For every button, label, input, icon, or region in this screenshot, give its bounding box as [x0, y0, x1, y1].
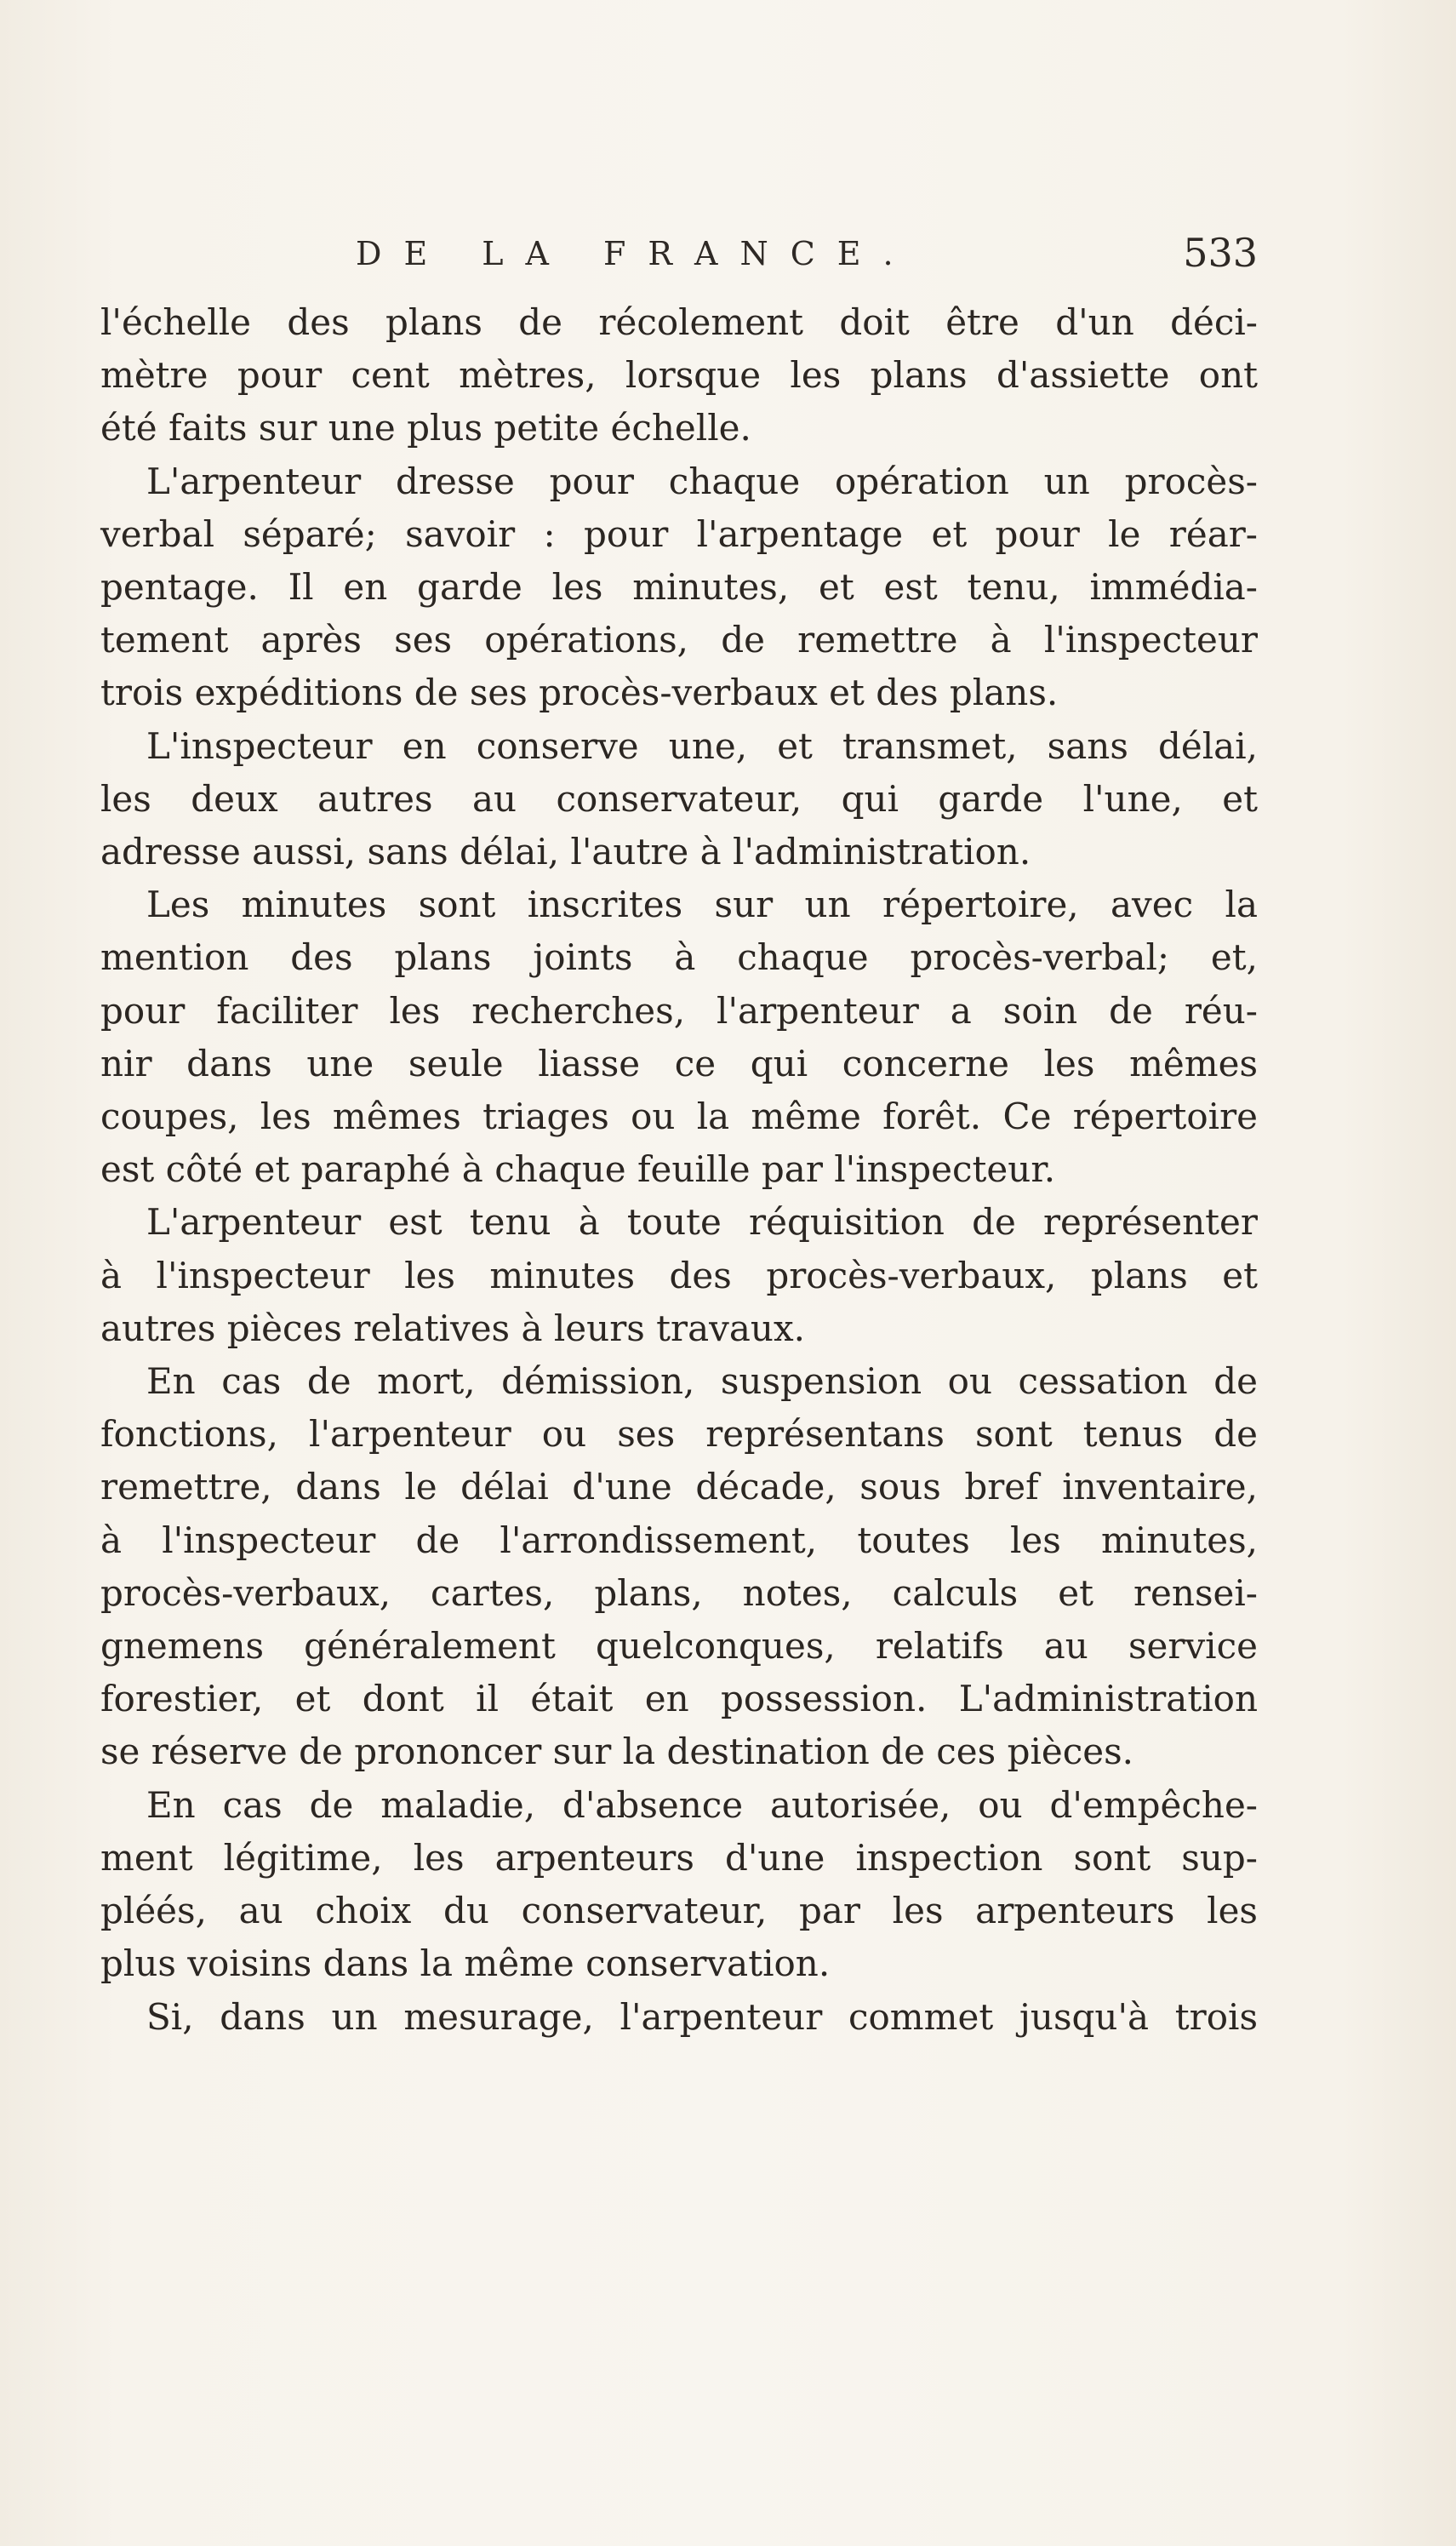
text-line: mètre pour cent mètres, lorsque les plans d'assiette ont [100, 354, 1258, 397]
text-line: Les minutes sont inscrites sur un répertoire, avec la [146, 884, 1258, 926]
paragraph-3 [100, 720, 1258, 879]
paragraph-5 [100, 1196, 1258, 1355]
text-line: forestier, et dont il était en possession. L'administration [100, 1678, 1258, 1720]
text-line: En cas de mort, démission, suspension ou cessation de [146, 1360, 1258, 1403]
text-line: gnemens généralement quelconques, relatifs au service [100, 1625, 1258, 1668]
text-line: tement après ses opérations, de remettre à l'inspecteur [100, 619, 1258, 661]
running-title: DE LA FRANCE. [356, 235, 916, 272]
text-line: remettre, dans le délai d'une décade, sous bref inventaire, [100, 1466, 1258, 1508]
text-line: pour faciliter les recherches, l'arpenteur a soin de réu- [100, 989, 1258, 1032]
text-line: verbal séparé; savoir : pour l'arpentage et pour le réar- [100, 512, 1258, 555]
text-line: Si, dans un mesurage, l'arpenteur commet jusqu'à trois [146, 1995, 1258, 2038]
text-line: pentage. Il en garde les minutes, et est tenu, immédia- [100, 566, 1258, 609]
paragraph-2 [100, 455, 1258, 720]
text-line: les deux autres au conservateur, qui garde l'une, et [100, 777, 1258, 820]
text-line: coupes, les mêmes triages ou la même forêt. Ce répertoire [100, 1096, 1258, 1138]
page-number: 533 [1183, 230, 1258, 276]
text-line: En cas de maladie, d'absence autorisée, ou d'empêche- [146, 1783, 1258, 1826]
text-line: à l'inspecteur les minutes des procès-verbaux, plans et [100, 1254, 1258, 1296]
body-text [100, 296, 1258, 2044]
text-line: ment légitime, les arpenteurs d'une inspection sont sup- [100, 1836, 1258, 1879]
paragraph-1 [100, 296, 1258, 455]
text-line: est côté et paraphé à chaque feuille par l'inspecteur. [100, 1148, 1056, 1191]
text-line: plus voisins dans la même conservation. [100, 1942, 831, 1985]
text-line: adresse aussi, sans délai, l'autre à l'administration. [100, 831, 1031, 873]
text-line: L'arpenteur dresse pour chaque opération un procès- [146, 460, 1258, 502]
text-line: nir dans une seule liasse ce qui concerne les mêmes [100, 1042, 1258, 1084]
text-line: à l'inspecteur de l'arrondissement, toutes les minutes, [100, 1519, 1258, 1561]
paragraph-4 [100, 878, 1258, 1196]
text-line: pléés, au choix du conservateur, par les arpenteurs les [100, 1890, 1258, 1932]
paragraph-6 [100, 1355, 1258, 1779]
text-line: fonctions, l'arpenteur ou ses représentans sont tenus de [100, 1413, 1258, 1456]
text-line: été faits sur une plus petite échelle. [100, 407, 751, 449]
text-line: mention des plans joints à chaque procès-verbal; et, [100, 936, 1258, 979]
paragraph-8 [100, 1991, 1258, 2044]
text-line: L'inspecteur en conserve une, et transmet, sans délai, [146, 724, 1258, 767]
text-line: se réserve de prononcer sur la destination de ces pièces. [100, 1731, 1134, 1773]
text-line: l'échelle des plans de récolement doit être d'un déci- [100, 301, 1258, 343]
text-line: L'arpenteur est tenu à toute réquisition de représenter [146, 1201, 1258, 1244]
paragraph-7 [100, 1779, 1258, 1991]
text-line: procès-verbaux, cartes, plans, notes, calculs et rensei- [100, 1571, 1258, 1614]
text-line: autres pièces relatives à leurs travaux. [100, 1307, 806, 1349]
running-head [100, 230, 1258, 289]
text-line: trois expéditions de ses procès-verbaux et des plans. [100, 672, 1059, 714]
